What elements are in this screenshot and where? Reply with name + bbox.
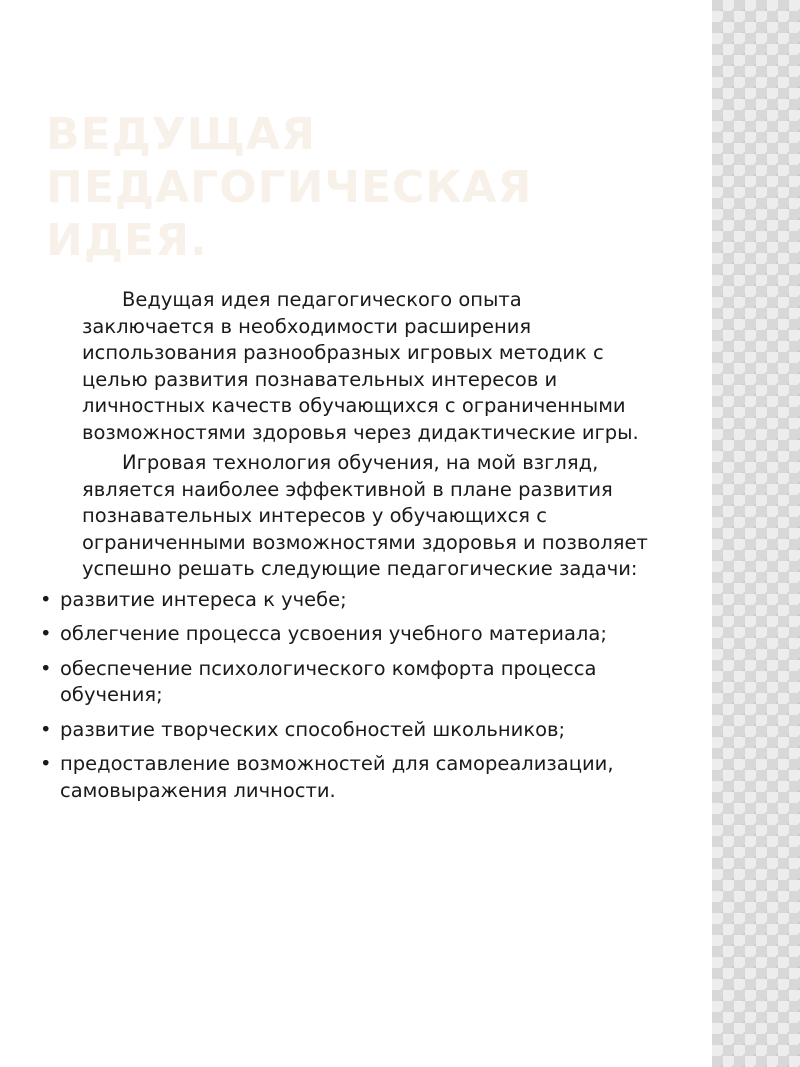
list-item-text: предоставление возможностей для самореализации, самовыражения личности. <box>60 752 614 802</box>
bullet-icon: • <box>40 717 52 741</box>
list-item-text: развитие творческих способностей школьников; <box>60 717 566 741</box>
paragraph-game-technology: Игровая технология обучения, на мой взгляд, является наиболее эффективной в плане развития познавательных интересов у обучающихся с ограниченными возможностями здоровья и позволяет успешно решать следующие педагогические задачи: <box>82 451 648 580</box>
list-item-text: развитие интереса к учебе; <box>60 587 347 611</box>
slide-title: ВЕДУЩАЯ ПЕДАГОГИЧЕСКАЯ ИДЕЯ. <box>46 109 533 266</box>
paragraph-leading-idea: Ведущая идея педагогического опыта заключается в необходимости расширения использования разнообразных игровых методик с целью развития познавательных интересов и личностных качеств обучающихся с ограниченными возможностями здоровья через дидактические игры. <box>82 288 639 444</box>
bullet-icon: • <box>40 622 52 645</box>
slide-body <box>40 287 652 812</box>
list-item <box>30 621 652 648</box>
list-item-text: облегчение процесса усвоения учебного материала; <box>60 622 607 645</box>
list-item <box>30 751 652 804</box>
bullet-icon: • <box>40 752 52 775</box>
list-item <box>30 587 652 614</box>
list-item <box>30 717 652 744</box>
bullet-icon: • <box>40 587 52 611</box>
list-item-text: обеспечение психологического комфорта процесса обучения; <box>60 656 597 706</box>
list-item <box>30 656 652 709</box>
tasks-list <box>40 587 652 805</box>
bullet-icon: • <box>40 656 52 680</box>
decorative-pattern-strip <box>712 0 800 1067</box>
